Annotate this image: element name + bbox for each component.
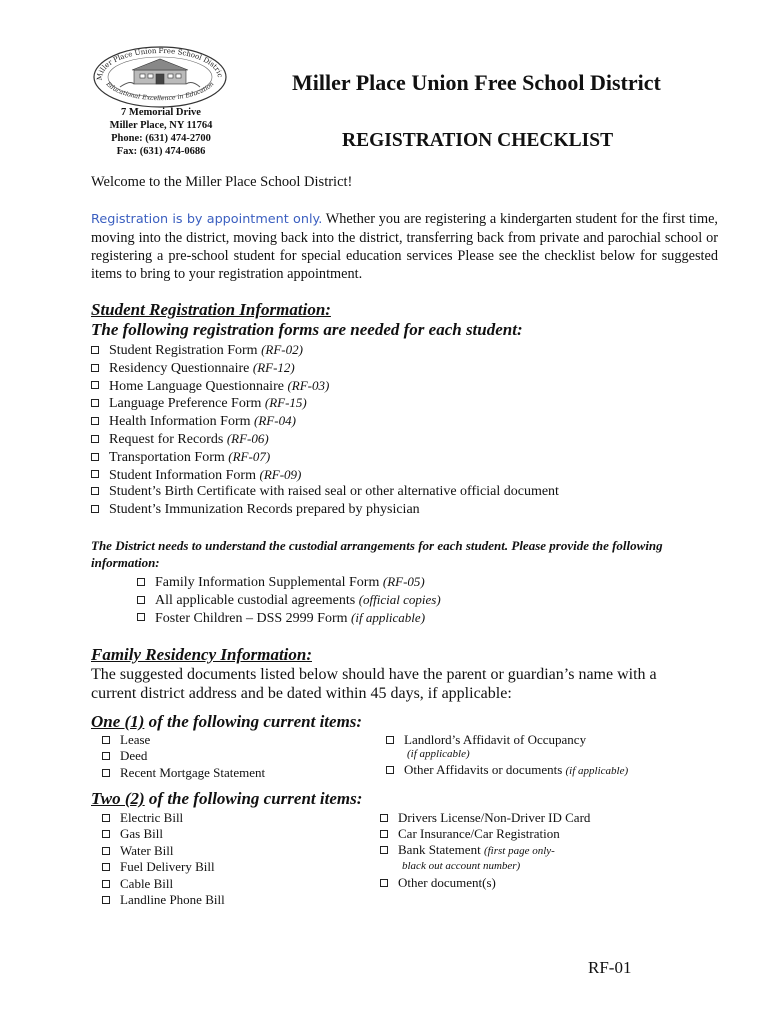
checkbox[interactable] (102, 880, 110, 888)
list-item: Transportation Form (RF-07) (91, 449, 559, 467)
list-item-note: black out account number) (402, 860, 521, 873)
checkbox[interactable] (380, 830, 388, 838)
list-item: Gas Bill (102, 826, 225, 842)
list-item: Lease (102, 732, 265, 748)
list-item: Landlord’s Affidavit of Occupancy (386, 732, 628, 747)
list-item: Water Bill (102, 843, 225, 859)
checkbox[interactable] (380, 879, 388, 887)
list-item: Drivers License/Non-Driver ID Card (380, 810, 590, 826)
list-item: Request for Records (RF-06) (91, 431, 559, 449)
address-street: 7 Memorial Drive (121, 107, 201, 118)
list-item: Deed (102, 748, 265, 764)
two-item-heading: Two (2) of the following current items: (91, 789, 363, 808)
page-subtitle: REGISTRATION CHECKLIST (342, 130, 614, 151)
welcome-text: Welcome to the Miller Place School District! (91, 174, 353, 190)
checkbox[interactable] (91, 346, 99, 354)
list-item: Car Insurance/Car Registration (380, 826, 590, 842)
checkbox[interactable] (102, 863, 110, 871)
checkbox[interactable] (91, 399, 99, 407)
list-item: Recent Mortgage Statement (102, 765, 265, 781)
checkbox[interactable] (91, 505, 99, 513)
list-item: Fuel Delivery Bill (102, 859, 225, 875)
checkbox[interactable] (102, 752, 110, 760)
list-item: Other document(s) (380, 875, 590, 891)
checkbox[interactable] (386, 766, 394, 774)
checkbox[interactable] (380, 814, 388, 822)
list-item: Student’s Immunization Records prepared by physician (91, 502, 559, 520)
checkbox[interactable] (91, 364, 99, 372)
list-item-note: (if applicable) (407, 748, 470, 760)
district-address (90, 106, 232, 158)
checkbox[interactable] (102, 830, 110, 838)
list-item: All applicable custodial agreements (official copies) (137, 592, 441, 610)
appointment-note: Registration is by appointment only. (91, 212, 323, 227)
checkbox[interactable] (386, 736, 394, 744)
student-section-heading: Student Registration Information: (91, 300, 331, 319)
address-phone: Phone: (631) 474-2700 (111, 133, 211, 144)
student-section-subheading: The following registration forms are needed for each student: (91, 320, 523, 339)
list-item: Bank Statement (first page only- (380, 842, 590, 860)
two-item-right-list (380, 810, 590, 891)
family-section-heading: Family Residency Information: (91, 645, 312, 664)
checkbox[interactable] (91, 435, 99, 443)
logo-text-top: Miller Place Union Free School Distric (95, 46, 225, 81)
page-title: Miller Place Union Free School District (292, 70, 661, 95)
form-code: RF-01 (588, 958, 632, 977)
list-item: Cable Bill (102, 876, 225, 892)
one-item-heading: One (1) of the following current items: (91, 712, 363, 731)
checkbox[interactable] (380, 846, 388, 854)
list-item: Language Preference Form (RF-15) (91, 395, 559, 413)
checkbox[interactable] (91, 487, 99, 495)
intro-body: Whether you are registering a kindergarten student for the first time, moving into the district, moving back into the district, transferring back from private and parochial school or registering a pre-school student for special education services Please see the checklist below for suggested items to bring to your registration appointment. (91, 211, 718, 282)
checkbox[interactable] (137, 578, 145, 586)
address-city: Miller Place, NY 11764 (109, 120, 213, 131)
list-item: Other Affidavits or documents (if applicable) (386, 762, 628, 779)
address-fax: Fax: (631) 474-0686 (116, 146, 206, 157)
district-logo (90, 44, 230, 110)
checkbox[interactable] (102, 896, 110, 904)
list-item: Residency Questionnaire (RF-12) (91, 360, 559, 378)
list-item: Family Information Supplemental Form (RF-05) (137, 574, 441, 592)
checkbox[interactable] (137, 613, 145, 621)
family-description: The suggested documents listed below should have the parent or guardian’s name with a current district address and be dated within 45 days, if applicable: (91, 666, 657, 702)
list-item: Electric Bill (102, 810, 225, 826)
checkbox[interactable] (91, 470, 99, 478)
one-item-left-list (102, 732, 265, 781)
logo-text-bottom: Educational Excellence in Education (104, 80, 216, 103)
checkbox[interactable] (102, 814, 110, 822)
two-item-left-list (102, 810, 225, 908)
custody-list (137, 574, 441, 627)
checkbox[interactable] (91, 453, 99, 461)
list-item: Student Registration Form (RF-02) (91, 342, 559, 360)
checkbox[interactable] (137, 596, 145, 604)
list-item: Foster Children – DSS 2999 Form (if applicable) (137, 610, 441, 628)
list-item: Health Information Form (RF-04) (91, 413, 559, 431)
checkbox[interactable] (91, 381, 99, 389)
checkbox[interactable] (91, 417, 99, 425)
one-item-right-list (386, 732, 628, 779)
intro-paragraph (91, 210, 718, 283)
checkbox[interactable] (102, 736, 110, 744)
custody-note: The District needs to understand the custodial arrangements for each student. Please provide the following information: (91, 538, 663, 570)
list-item: Landline Phone Bill (102, 892, 225, 908)
checkbox[interactable] (102, 769, 110, 777)
checkbox[interactable] (102, 847, 110, 855)
list-item: Student Information Form (RF-09) (91, 467, 559, 485)
list-item: Home Language Questionnaire (RF-03) (91, 378, 559, 396)
student-form-list (91, 342, 559, 520)
list-item: Student’s Birth Certificate with raised seal or other alternative official document (91, 484, 559, 502)
